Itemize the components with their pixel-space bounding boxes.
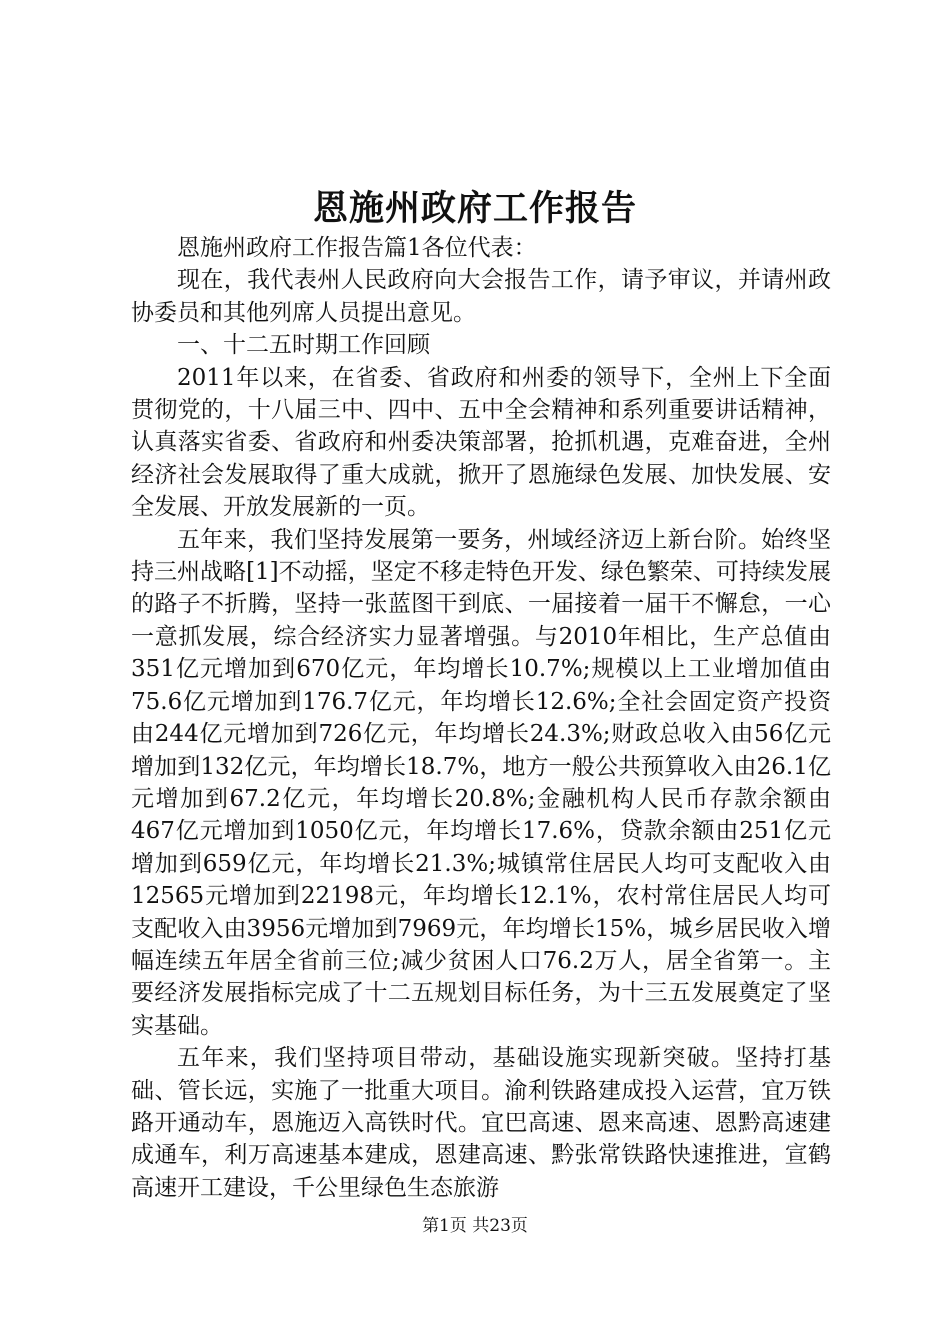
document-body (131, 232, 831, 1204)
paragraph-infrastructure: 五年来，我们坚持项目带动，基础设施实现新突破。坚持打基础、管长远，实施了一批重大项目。渝利铁路建成投入运营，宜万铁路开通动车，恩施迈入高铁时代。宜巴高速、恩来高速、恩黔高速建成通车，利万高速基本建成，恩建高速、黔张常铁路快速推进，宣鹤高速开工建设，千公里绿色生态旅游 (131, 1045, 831, 1201)
paragraph-overview: 2011年以来，在省委、省政府和州委的领导下，全州上下全面贯彻党的，十八届三中、四中、五中全会精神和系列重要讲话精神，认真落实省委、省政府和州委决策部署，抢抓机遇，克难奋进，全州经济社会发展取得了重大成就，掀开了恩施绿色发展、加快发展、安全发展、开放发展新的一页。 (131, 364, 831, 521)
page-footer: 第1页 共23页 (422, 1216, 528, 1236)
paragraph-intro: 现在，我代表州人民政府向大会报告工作，请予审议，并请州政协委员和其他列席人员提出意见。 (131, 267, 831, 326)
paragraph-salutation: 恩施州政府工作报告篇1各位代表： (177, 235, 537, 261)
section-heading: 一、十二五时期工作回顾 (177, 332, 430, 359)
paragraph-economy: 五年来，我们坚持发展第一要务，州域经济迈上新台阶。始终坚持三州战略[1]不动摇，坚定不移走特色开发、绿色繁荣、可持续发展的路子不折腾，坚持一张蓝图干到底、一届接着一届干不懈怠，一心一意抓发展，综合经济实力显著增强。与2010年相比，生产总值由351亿元增加到670亿元，年均增长10.7%;规模以上工业增加值由75.6亿元增加到176.7亿元，年均增长12.6%;全社会固定资产投资由244亿元增加到726亿元，年均增长24.3%;财政总收入由56亿元增加到132亿元，年均增长18.7%，地方一般公共预算收入由26.1亿元增加到67.2亿元，年均增长20.8%;金融机构人民币存款余额由467亿元增加到1050亿元，年均增长17.6%，贷款余额由251亿元增加到659亿元，年均增长21.3%;城镇常住居民人均可支配收入由12565元增加到22198元，年均增长12.1%，农村常住居民人均可支配收入由3956元增加到7969元，年均增长15%，城乡居民收入增幅连续五年居全省前三位;减少贫困人口76.2万人，居全省第一。主要经济发展指标完成了十二五规划目标任务，为十三五发展奠定了坚实基础。 (131, 526, 831, 1039)
page-title: 恩施州政府工作报告 (312, 188, 637, 229)
